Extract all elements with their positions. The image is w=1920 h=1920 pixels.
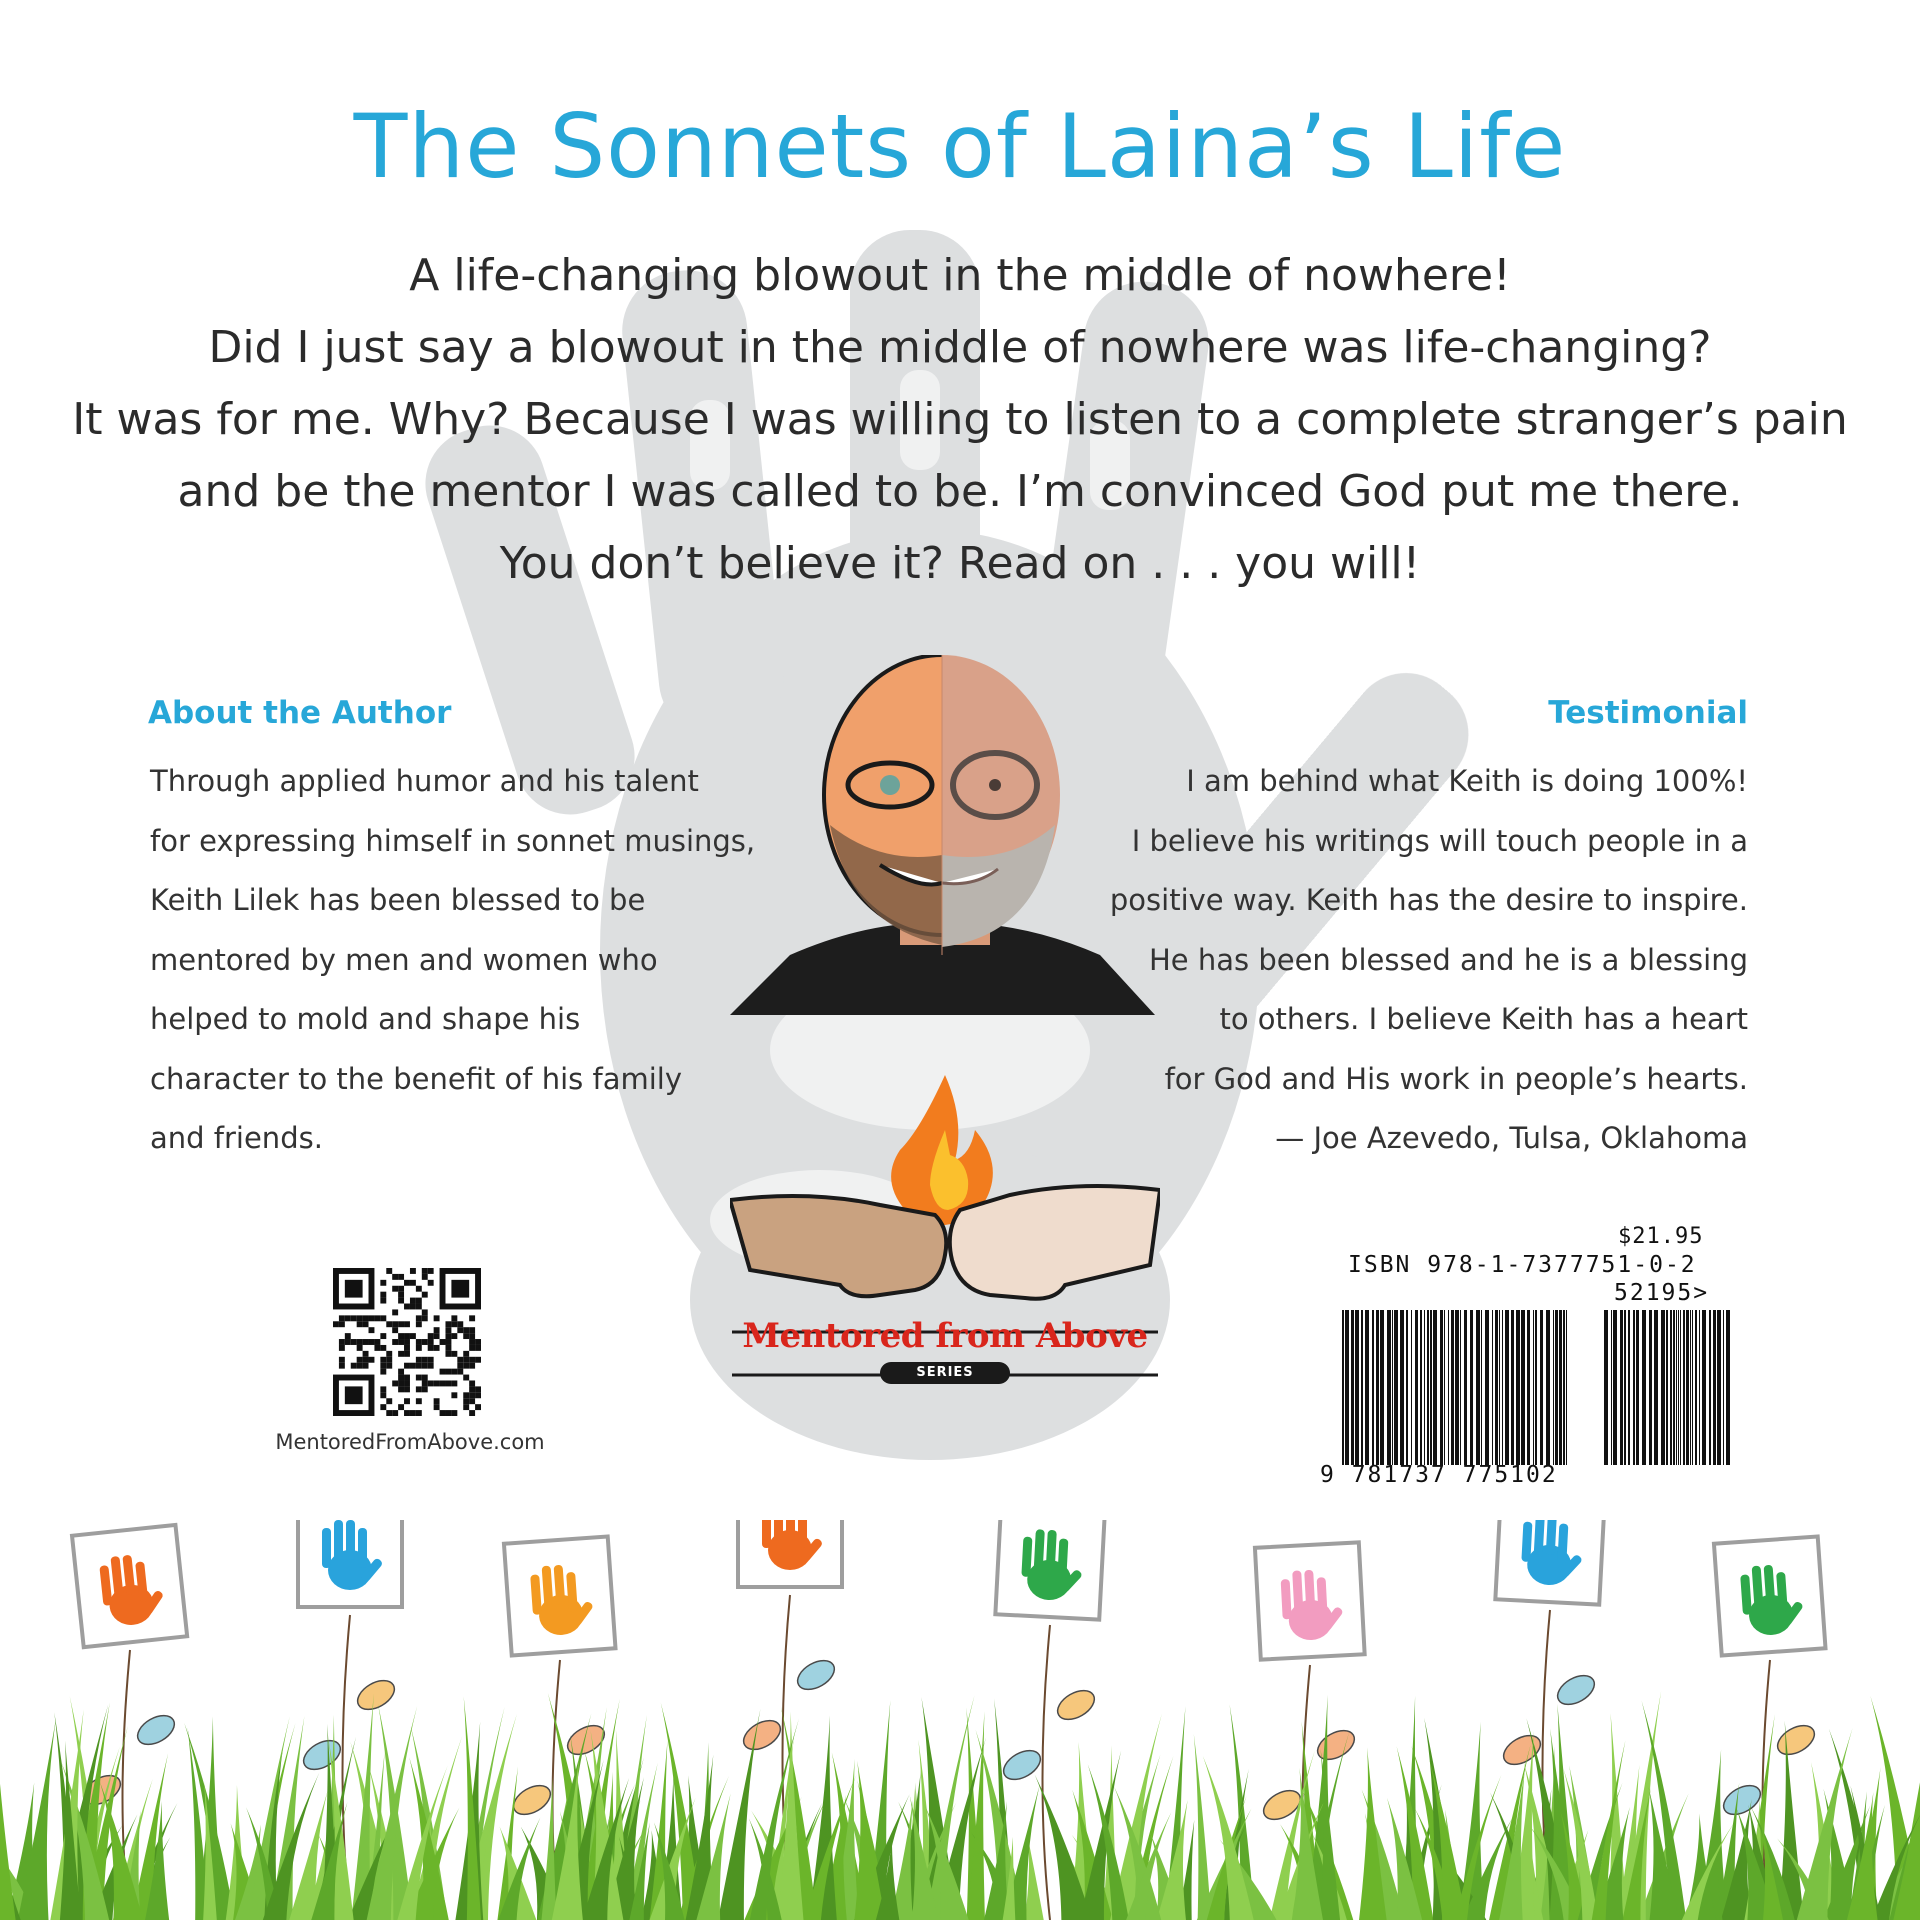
about-line: and friends. <box>150 1121 323 1155</box>
testimonial-attribution: — Joe Azevedo, Tulsa, Oklahoma <box>1275 1121 1748 1155</box>
back-cover-blurb <box>60 240 1860 600</box>
blurb-line: Did I just say a blowout in the middle of nowhere was life-changing? <box>208 322 1712 373</box>
testimonial-line: for God and His work in people’s hearts. <box>1164 1061 1748 1096</box>
logo-series-badge: SERIES <box>880 1362 1010 1384</box>
about-author-heading: About the Author <box>148 695 452 731</box>
testimonial-line: positive way. Keith has the desire to inspire. <box>1109 883 1748 917</box>
about-line: for expressing himself in sonnet musings, <box>150 823 756 858</box>
logo-series-name: Mentored from Above <box>742 1316 1148 1356</box>
testimonial-heading: Testimonial <box>1548 695 1748 731</box>
qr-code[interactable] <box>333 1268 481 1416</box>
website-url: MentoredFromAbove.com <box>275 1430 545 1454</box>
handprint-flower-garden <box>0 1520 1920 1920</box>
isbn-label: ISBN 978-1-7377751-0-2 <box>1348 1252 1697 1278</box>
barcode-number: 9 781737 775102 <box>1320 1462 1558 1488</box>
blurb-line: You don’t believe it? Read on . . . you will! <box>499 538 1421 589</box>
about-line: Through applied humor and his talent <box>150 764 699 798</box>
isbn-barcode <box>1342 1310 1732 1465</box>
book-title: The Sonnets of Laina’s Life <box>353 95 1567 198</box>
about-author-text <box>150 752 755 1169</box>
testimonial-line: I believe his writings will touch people in a <box>1131 823 1748 858</box>
price-addon-code: 52195> <box>1614 1280 1710 1306</box>
testimonial-line: I am behind what Keith is doing 100%! <box>1186 764 1748 798</box>
about-line: mentored by men and women who <box>150 942 658 977</box>
price: $21.95 <box>1618 1224 1704 1249</box>
about-line: Keith Lilek has been blessed to be <box>150 883 646 917</box>
about-line: character to the benefit of his family <box>150 1061 682 1096</box>
author-portrait <box>730 655 1155 1020</box>
blurb-line: and be the mentor I was called to be. I’m convinced God put me there. <box>177 466 1743 517</box>
blurb-line: It was for me. Why? Because I was willing to listen to a complete stranger’s pain <box>72 394 1848 445</box>
about-line: helped to mold and shape his <box>150 1002 581 1036</box>
testimonial-text <box>1110 752 1748 1169</box>
testimonial-line: He has been blessed and he is a blessing <box>1149 942 1748 977</box>
testimonial-line: to others. I believe Keith has a heart <box>1219 1002 1748 1036</box>
blurb-line: A life-changing blowout in the middle of nowhere! <box>409 250 1511 301</box>
